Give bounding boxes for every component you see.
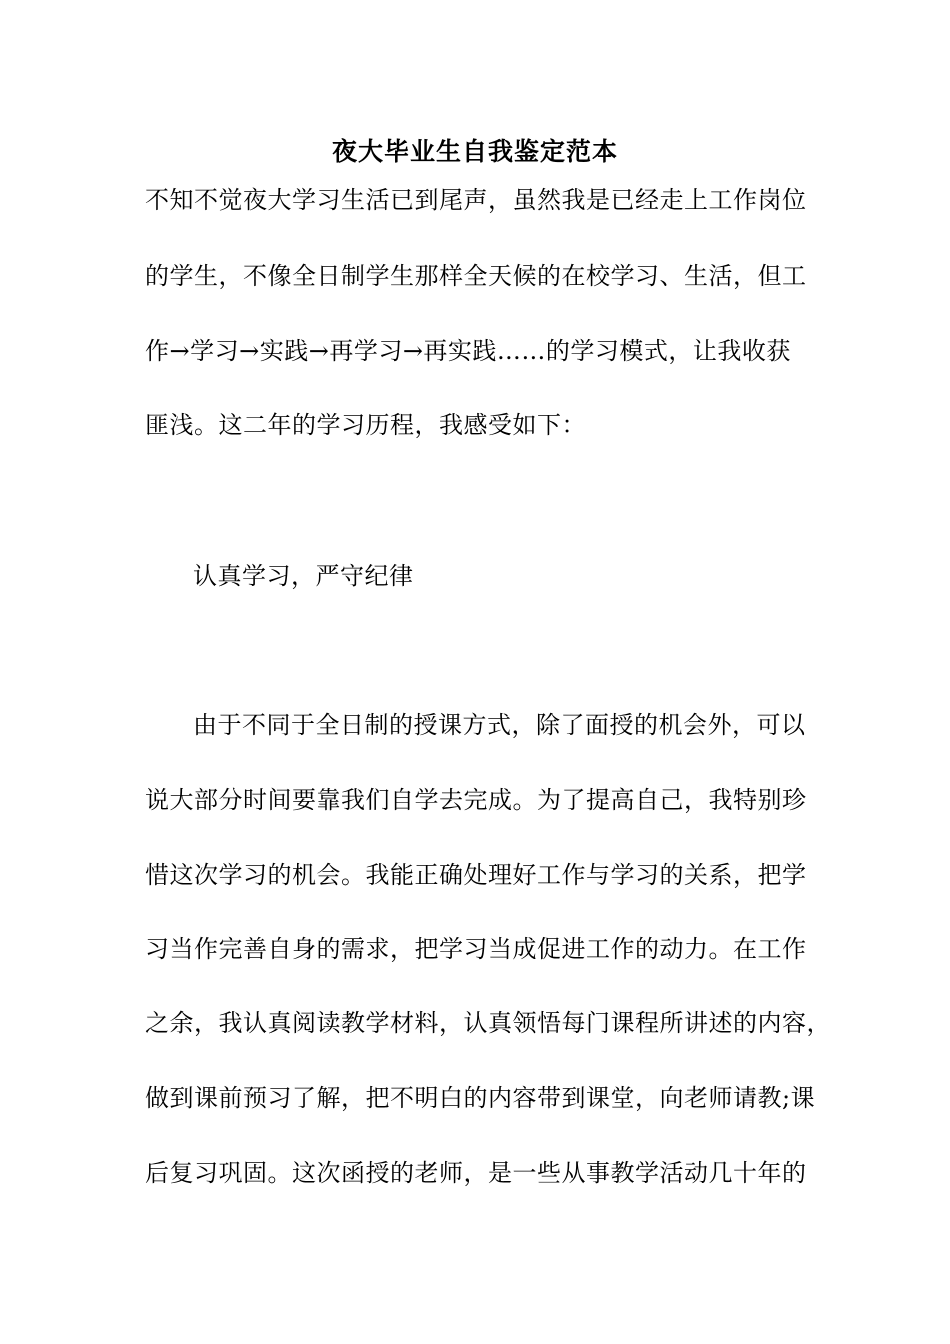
paragraph-line: 说大部分时间要靠我们自学去完成。为了提高自己，我特别珍 bbox=[145, 786, 807, 814]
paragraph-line: 惜这次学习的机会。我能正确处理好工作与学习的关系，把学 bbox=[145, 861, 807, 889]
paragraph-line: 后复习巩固。这次函授的老师，是一些从事教学活动几十年的 bbox=[145, 1159, 807, 1187]
paragraph-line: 习当作完善自身的需求，把学习当成促进工作的动力。在工作 bbox=[145, 935, 807, 963]
paragraph-line: 作→学习→实践→再学习→再实践……的学习模式，让我收获 bbox=[145, 337, 791, 365]
paragraph-line: 不知不觉夜大学习生活已到尾声，虽然我是已经走上工作岗位 bbox=[145, 186, 807, 214]
paragraph-line: 匪浅。这二年的学习历程，我感受如下： bbox=[145, 411, 586, 439]
section-heading: 认真学习，严守纪律 bbox=[193, 562, 414, 590]
paragraph-line: 之余，我认真阅读教学材料，认真领悟每门课程所讲述的内容， bbox=[145, 1009, 831, 1037]
paragraph-line: 由于不同于全日制的授课方式，除了面授的机会外，可以 bbox=[193, 711, 806, 739]
paragraph-line: 做到课前预习了解，把不明白的内容带到课堂，向老师请教;课 bbox=[145, 1084, 816, 1112]
paragraph-line: 的学生，不像全日制学生那样全天候的在校学习、生活，但工 bbox=[145, 262, 807, 290]
document-title: 夜大毕业生自我鉴定范本 bbox=[331, 137, 618, 166]
